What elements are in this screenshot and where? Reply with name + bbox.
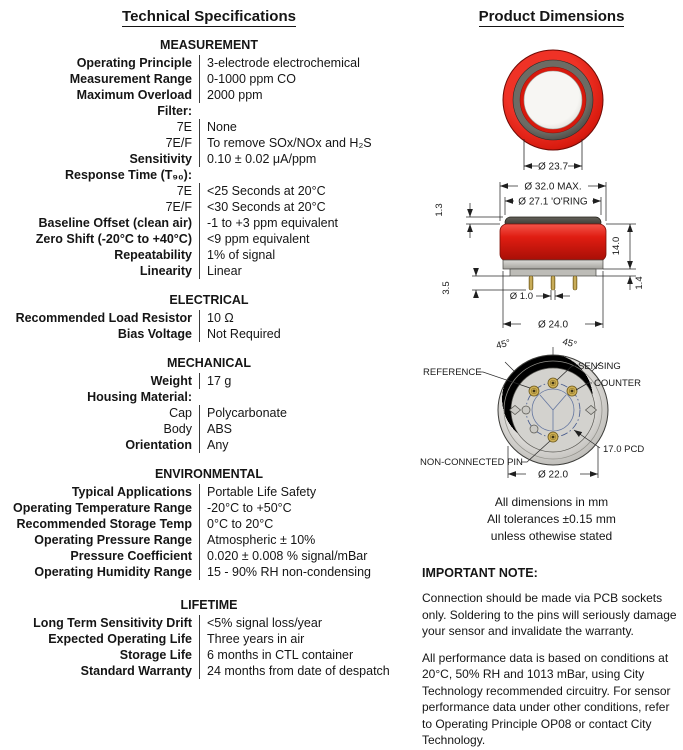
- spec-row-expected-operating-life: [0, 631, 418, 647]
- section-heading: ENVIRONMENTAL: [154, 467, 264, 481]
- spec-row-body: [0, 421, 418, 437]
- label-pcd: 17.0 PCD: [603, 444, 645, 455]
- sensor-dimension-drawing: [420, 38, 683, 488]
- spec-label: Weight: [150, 374, 192, 388]
- spec-value: Linear: [199, 263, 418, 279]
- dim-oring-diameter: Ø 27.1 'O'RING: [518, 196, 588, 208]
- spec-value: Three years in air: [199, 631, 418, 647]
- dim-pin-diameter: Ø 1.0: [509, 291, 533, 302]
- spec-label: Body: [163, 422, 192, 436]
- spec-label: 7E/F: [165, 200, 192, 214]
- spec-value: To remove SOx/NOx and H₂S: [199, 135, 418, 151]
- spec-value: Atmospheric ± 10%: [199, 532, 418, 548]
- spec-row-measurement-range: [0, 71, 418, 87]
- spec-label: Sensitivity: [129, 152, 192, 166]
- section-heading: LIFETIME: [180, 598, 238, 612]
- spec-row-recommended-load-resistor: [0, 310, 418, 326]
- spec-value: 15 - 90% RH non-condensing: [199, 564, 418, 580]
- spec-label: Storage Life: [119, 648, 192, 662]
- spec-row-linearity: [0, 263, 418, 279]
- spec-row-7e-f: [0, 199, 418, 215]
- spec-value: 17 g: [199, 373, 418, 389]
- spec-row-typical-applications: [0, 484, 418, 500]
- pin-reference: [529, 386, 539, 396]
- label-sensing-pin: SENSING: [578, 361, 621, 372]
- side-dim-10: [536, 290, 570, 300]
- spec-label: Recommended Storage Temp: [16, 517, 192, 531]
- spec-value: <25 Seconds at 20°C: [199, 183, 418, 199]
- spec-section-electrical: [0, 293, 418, 342]
- spec-label: Pressure Coefficient: [70, 549, 192, 563]
- spec-row-operating-pressure-range: [0, 532, 418, 548]
- spec-row-7e-f: [0, 135, 418, 151]
- spec-row-baseline-offset-clean-air: [0, 215, 418, 231]
- spec-label: Long Term Sensitivity Drift: [33, 616, 192, 630]
- dim-oring-height: 1.3: [434, 203, 445, 217]
- spec-label: Typical Applications: [71, 485, 192, 499]
- spec-value: 0.020 ± 0.008 % signal/mBar: [199, 548, 418, 564]
- pin-sensing: [548, 378, 558, 388]
- label-reference-pin: REFERENCE: [423, 367, 482, 378]
- spec-row-repeatability: [0, 247, 418, 263]
- spec-label: Linearity: [139, 264, 192, 278]
- spec-value: <9 ppm equivalent: [199, 231, 418, 247]
- section-heading: ELECTRICAL: [169, 293, 249, 307]
- dim-angle-left: 45°: [495, 337, 512, 352]
- important-note-paragraph-2: All performance data is based on conditions at 20°C, 50% RH and 1013 mBar, using City Technology recommended circuitry. For sensor performance data under other conditions, refer to Operating Principle OP08 or contact City Technology.: [422, 650, 671, 747]
- note-line: unless othewise stated: [490, 529, 613, 543]
- product-dimensions-column: [420, 0, 683, 749]
- side-dim-14: [596, 276, 636, 290]
- spec-row-storage-life: [0, 647, 418, 663]
- spec-value: None: [199, 119, 418, 135]
- spec-value: 24 months from date of despatch: [199, 663, 418, 679]
- spec-label: Housing Material:: [87, 390, 192, 404]
- spec-label: Repeatability: [114, 248, 192, 262]
- spec-label: Filter:: [157, 104, 192, 118]
- label-non-connected-pin: NON-CONNECTED PIN: [420, 457, 523, 468]
- sensor-bottom-view: [420, 336, 644, 480]
- spec-row-orientation: [0, 437, 418, 453]
- spec-section-lifetime: [0, 598, 418, 679]
- spec-label: Operating Temperature Range: [13, 501, 192, 515]
- spec-value: Not Required: [199, 326, 418, 342]
- important-note-heading: IMPORTANT NOTE:: [422, 566, 538, 580]
- technical-specifications-title-text: Technical Specifications: [122, 8, 296, 25]
- spec-value: 10 Ω: [199, 310, 418, 326]
- spec-row-zero-shift-20-c-to-40-c: [0, 231, 418, 247]
- spec-row-weight: [0, 373, 418, 389]
- spec-label: Expected Operating Life: [48, 632, 192, 646]
- spec-value: Any: [199, 437, 418, 453]
- spec-value: 3-electrode electrochemical: [199, 55, 418, 71]
- spec-label: Orientation: [125, 438, 192, 452]
- dim-bottom-diameter: Ø 22.0: [537, 469, 569, 481]
- side-base-lower: [510, 269, 596, 276]
- dim-max-diameter: Ø 32.0 MAX.: [524, 181, 582, 193]
- spec-row-standard-warranty: [0, 663, 418, 679]
- section-heading: MEASUREMENT: [160, 38, 258, 52]
- spec-label: Standard Warranty: [80, 664, 192, 678]
- spec-value: 0.10 ± 0.02 μA/ppm: [199, 151, 418, 167]
- spec-row-maximum-overload: [0, 87, 418, 103]
- dim-body-height: 14.0: [611, 236, 622, 256]
- side-pin-center: [551, 276, 555, 290]
- spec-row-sensitivity: [0, 151, 418, 167]
- spec-label: Operating Pressure Range: [34, 533, 192, 547]
- spec-label: Baseline Offset (clean air): [38, 216, 192, 230]
- spec-label: Recommended Load Resistor: [15, 311, 192, 325]
- spec-value: [199, 167, 418, 183]
- spec-value: 0°C to 20°C: [199, 516, 418, 532]
- dim-base-diameter: Ø 24.0: [537, 319, 569, 331]
- side-dim-13: [466, 203, 503, 238]
- sensor-top-view: [503, 50, 603, 173]
- dim-top-diameter: Ø 23.7: [537, 161, 569, 173]
- side-base-lip: [503, 260, 603, 269]
- spec-label: Bias Voltage: [117, 327, 192, 341]
- spec-row-7e: [0, 119, 418, 135]
- spec-value: Portable Life Safety: [199, 484, 418, 500]
- spec-value: -20°C to +50°C: [199, 500, 418, 516]
- spec-label: Operating Principle: [76, 56, 192, 70]
- spec-section-environmental: [0, 467, 418, 580]
- section-heading: MECHANICAL: [166, 356, 252, 370]
- spec-row-long-term-sensitivity-drift: [0, 615, 418, 631]
- spec-row-cap: [0, 405, 418, 421]
- label-counter-pin: COUNTER: [594, 378, 641, 389]
- dimension-notes: [420, 494, 683, 545]
- spec-label: Measurement Range: [69, 72, 192, 86]
- important-note-paragraph-1: Connection should be made via PCB sockets only. Soldering to the pins will seriously damage your sensor and invalidate the warranty.: [422, 591, 677, 638]
- note-line: All dimensions in mm: [494, 495, 609, 509]
- dim-base-height: 1.4: [634, 276, 645, 290]
- spec-value: 6 months in CTL container: [199, 647, 418, 663]
- sensor-side-view: [434, 182, 645, 331]
- spec-label: 7E/F: [165, 136, 192, 150]
- spec-value: 0-1000 ppm CO: [199, 71, 418, 87]
- spec-value: <30 Seconds at 20°C: [199, 199, 418, 215]
- pin-non-connected: [548, 432, 558, 442]
- dim-pin-length: 3.5: [441, 281, 452, 295]
- spec-value: -1 to +3 ppm equivalent: [199, 215, 418, 231]
- spec-label: Response Time (T₉₀):: [64, 168, 192, 182]
- spec-value: <5% signal loss/year: [199, 615, 418, 631]
- spec-section-mechanical: [0, 356, 418, 453]
- spec-row-filter: [0, 103, 418, 119]
- spec-value: [199, 389, 418, 405]
- spec-value: [199, 103, 418, 119]
- dim-angle-right: 45°: [561, 336, 578, 351]
- product-dimensions-title-text: Product Dimensions: [478, 8, 625, 25]
- spec-row-bias-voltage: [0, 326, 418, 342]
- side-body: [500, 224, 606, 261]
- spec-row-response-time-t: [0, 167, 418, 183]
- spec-sections: [0, 38, 418, 679]
- spec-row-recommended-storage-temp: [0, 516, 418, 532]
- spec-row-pressure-coefficient: [0, 548, 418, 564]
- pin-counter: [567, 386, 577, 396]
- side-pin-left: [529, 276, 533, 290]
- spec-label: Maximum Overload: [76, 88, 192, 102]
- spec-row-operating-temperature-range: [0, 500, 418, 516]
- spec-row-housing-material: [0, 389, 418, 405]
- spec-row-operating-humidity-range: [0, 564, 418, 580]
- spec-row-7e: [0, 183, 418, 199]
- spec-value: 1% of signal: [199, 247, 418, 263]
- spec-value: 2000 ppm: [199, 87, 418, 103]
- spec-label: 7E: [176, 120, 192, 134]
- spec-label: 7E: [176, 184, 192, 198]
- note-line: All tolerances ±0.15 mm: [487, 512, 616, 526]
- side-pin-right: [573, 276, 577, 290]
- spec-label: Cap: [169, 406, 192, 420]
- spec-value: Polycarbonate: [199, 405, 418, 421]
- spec-row-operating-principle: [0, 55, 418, 71]
- spec-label: Zero Shift (-20°C to +40°C): [35, 232, 192, 246]
- product-dimensions-title: [420, 8, 683, 25]
- spec-value: ABS: [199, 421, 418, 437]
- technical-specifications-title: [0, 8, 418, 25]
- spec-section-measurement: [0, 38, 418, 279]
- spec-label: Operating Humidity Range: [34, 565, 192, 579]
